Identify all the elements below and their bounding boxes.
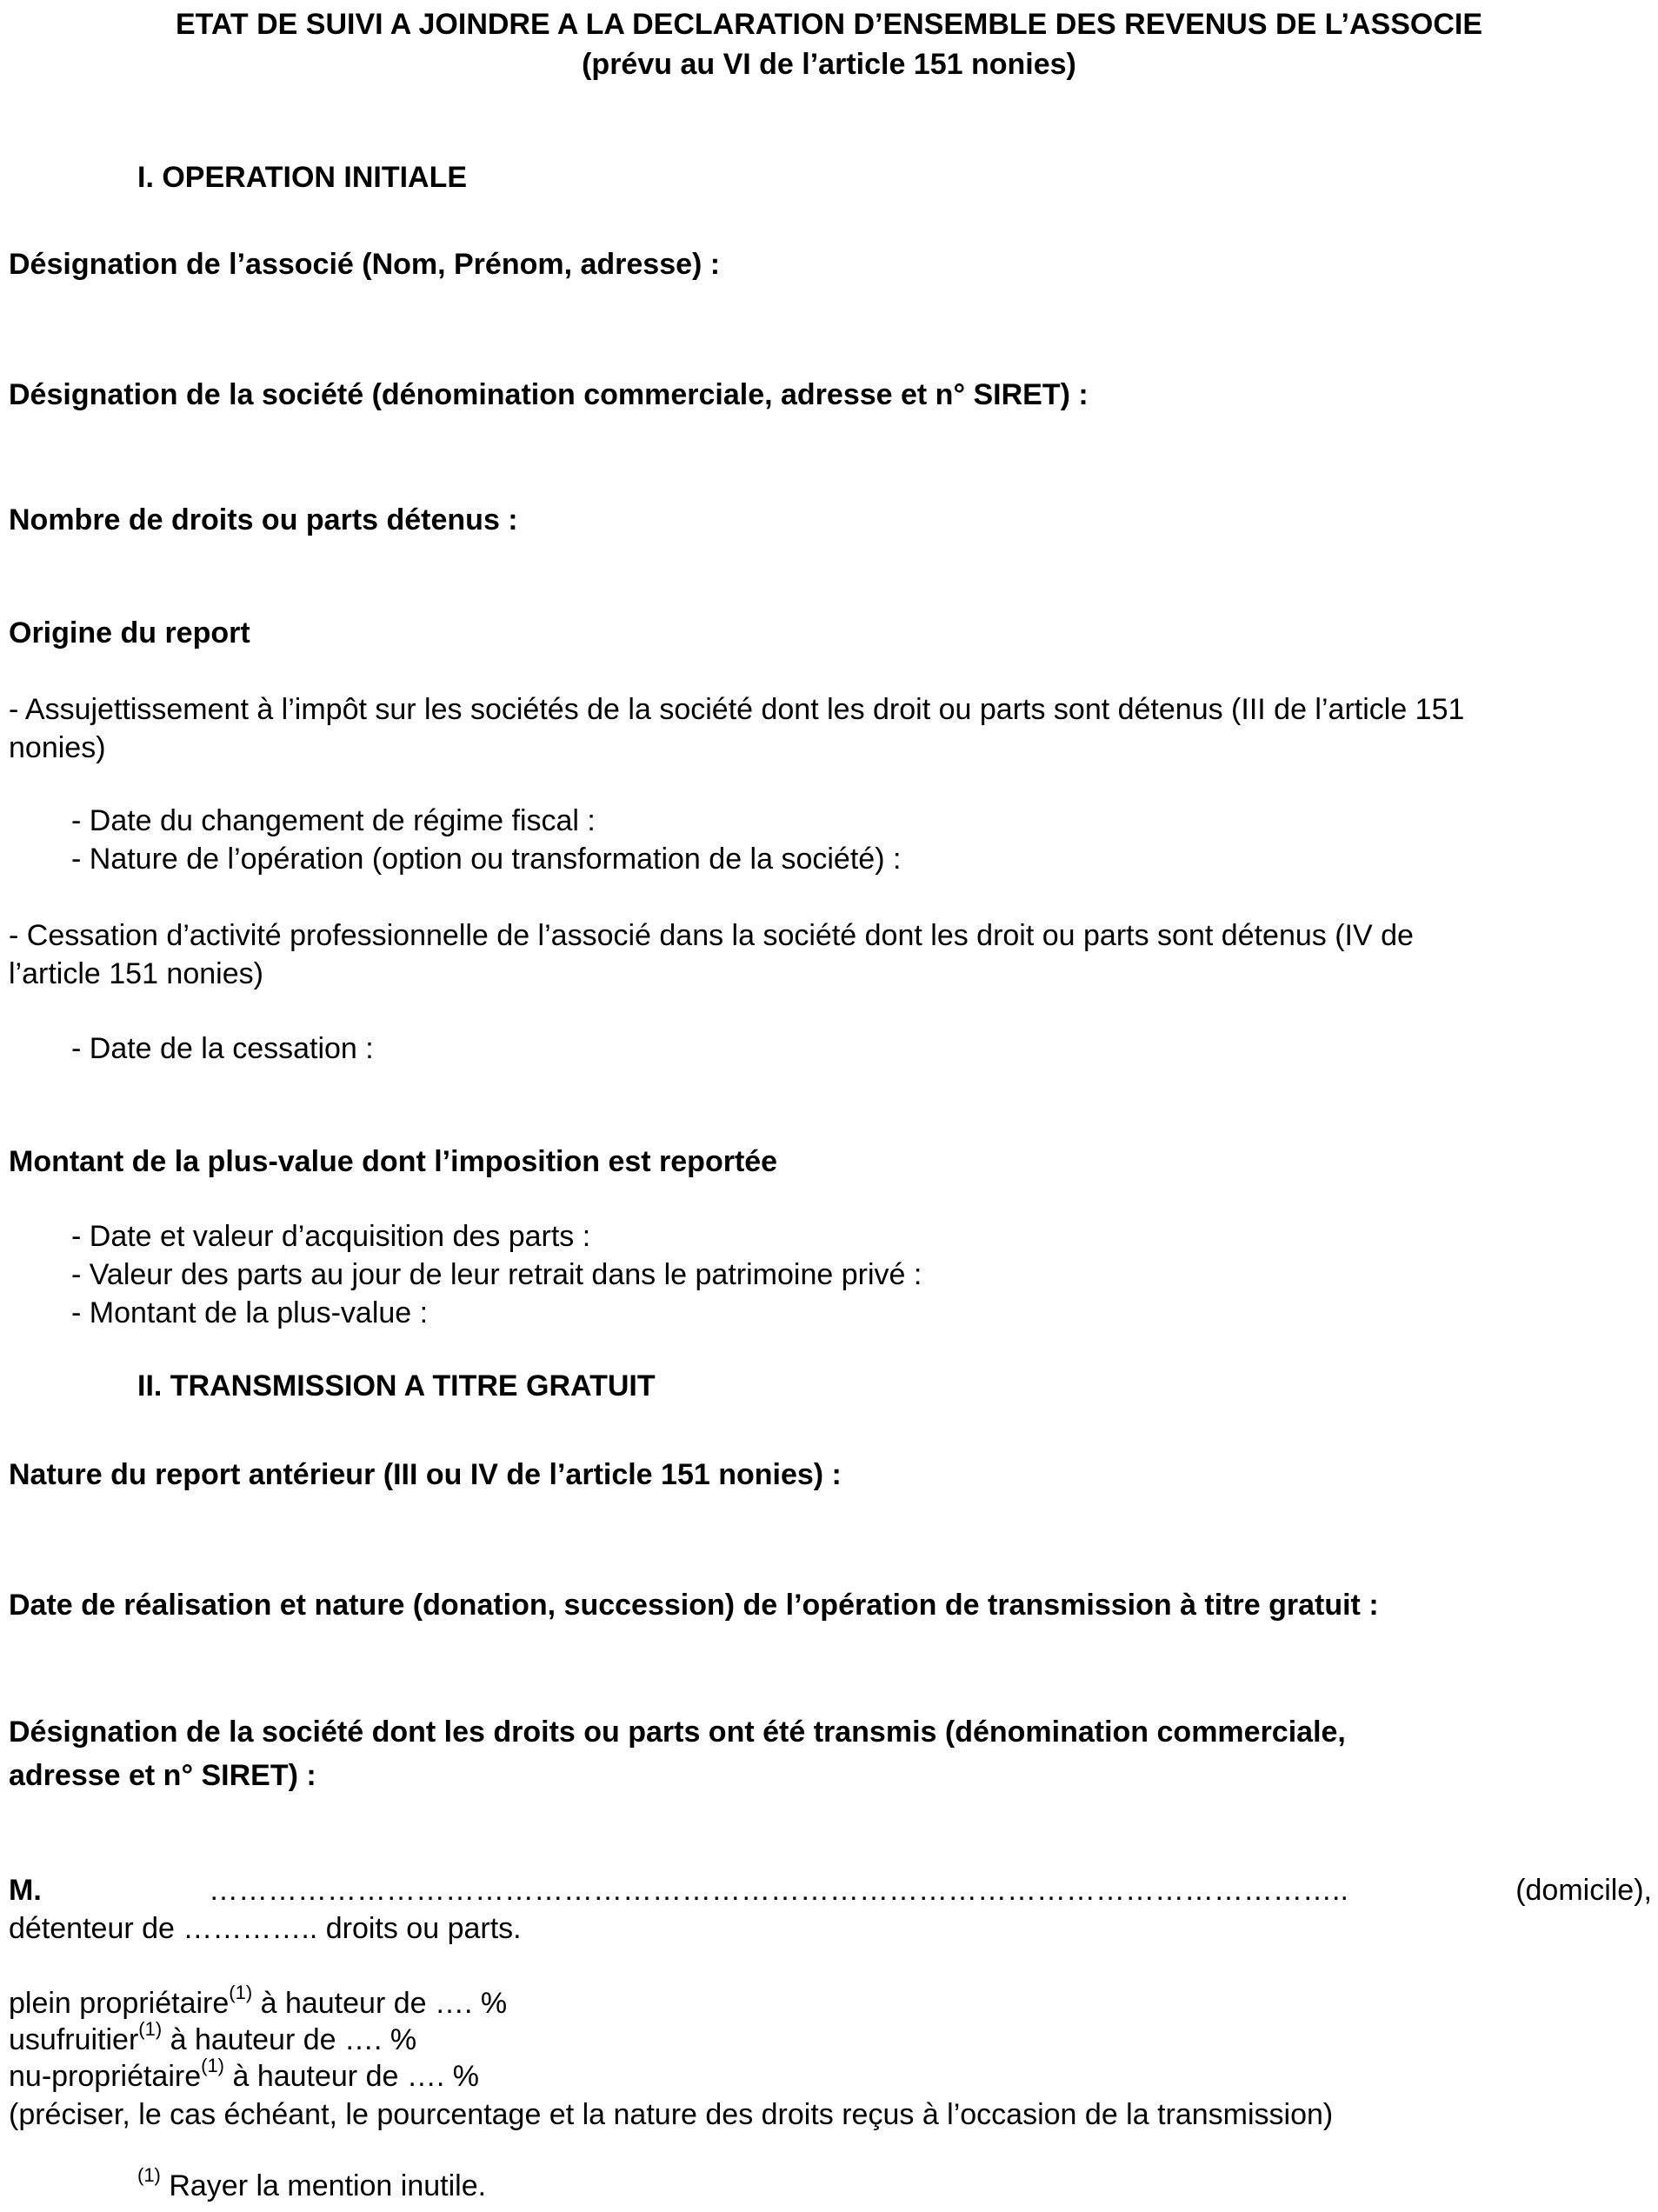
domicile-label: (domicile), (1515, 1874, 1652, 1907)
associe-label: Désignation de l’associé (Nom, Prénom, adresse) : (9, 248, 721, 281)
usufruitier-line: usufruitier$^{(1)}$ à hauteur de …. % (9, 2017, 417, 2056)
footnote (137, 2163, 487, 2203)
designation-transmis-label (9, 1715, 1652, 1749)
cessation-text-cont: l’article 151 nonies) (9, 957, 263, 990)
nature-report-anterieur-label: Nature du report antérieur (III ou IV de l’article 151 nonies) : (9, 1458, 842, 1491)
footnote-ref: (1) (138, 2017, 163, 2040)
document-title: ETAT DE SUIVI A JOINDRE A LA DECLARATION D’ENSEMBLE DES REVENUS DE L’ASSOCIE (175, 8, 1483, 41)
date-cessation: - Date de la cessation : (71, 1032, 374, 1065)
montant-plus-value-label: Montant de la plus-value dont l’imposition est reportée (9, 1145, 778, 1178)
section-heading-transmission: II. TRANSMISSION A TITRE GRATUIT (137, 1369, 656, 1402)
origine-report-label: Origine du report (9, 616, 250, 650)
societe-label: Désignation de la société (dénomination commerciale, adresse et n° SIRET) : (9, 378, 1089, 411)
nature-operation: - Nature de l’opération (option ou transformation de la société) : (71, 843, 902, 876)
nu-proprietaire-line: nu-propriétaire$^{(1)}$ à hauteur de …. % (9, 2054, 479, 2093)
designation-transmis-text-cont: adresse et n° SIRET) : (9, 1759, 316, 1792)
date-valeur-acquisition: - Date et valeur d’acquisition des parts : (71, 1220, 591, 1253)
montant-plus-value: - Montant de la plus-value : (71, 1296, 429, 1329)
designation-transmis-text: Désignation de la société dont les droits ou parts ont été transmis (dénomination commerciale, (9, 1716, 1346, 1749)
assujettissement-text-cont: nonies) (9, 731, 106, 764)
footnote-ref: (1) (201, 2054, 225, 2076)
m-dots: …………………………………………………………………………………………………….. (209, 1874, 1348, 1907)
m-label: M. (9, 1874, 42, 1907)
m-domicile-row (9, 1873, 1652, 1908)
document-subtitle: (prévu au VI de l’article 151 nonies) (582, 48, 1076, 81)
plein-proprietaire-line: plein propriétaire$^{(1)}$ à hauteur de …. % (9, 1981, 508, 2020)
assujettissement-text: - Assujettissement à l’impôt sur les sociétés de la société dont les droit ou parts sont détenus (III de l’article 151 (9, 693, 1465, 726)
footnote-marker: (1) (137, 2163, 161, 2186)
footnote-text: Rayer la mention inutile. (160, 2169, 487, 2202)
cessation-text: - Cessation d’activité professionnelle de l’associé dans la société dont les droit ou parts sont détenus (IV de (9, 919, 1414, 952)
preciser-line: (préciser, le cas échéant, le pourcentage et la nature des droits reçus à l’occasion de la transmission) (9, 2098, 1334, 2131)
date-changement-regime: - Date du changement de régime fiscal : (71, 804, 596, 837)
footnote-ref: (1) (229, 1981, 253, 2003)
section-heading-operation-initiale: I. OPERATION INITIALE (137, 161, 468, 194)
date-realisation-label: Date de réalisation et nature (donation, succession) de l’opération de transmission à titre gratuit : (9, 1589, 1379, 1622)
detenteur-line: détenteur de ………….. droits ou parts. (9, 1912, 522, 1945)
valeur-parts-retrait: - Valeur des parts au jour de leur retrait dans le patrimoine privé : (71, 1258, 922, 1291)
nombre-droits-label: Nombre de droits ou parts détenus : (9, 503, 518, 536)
